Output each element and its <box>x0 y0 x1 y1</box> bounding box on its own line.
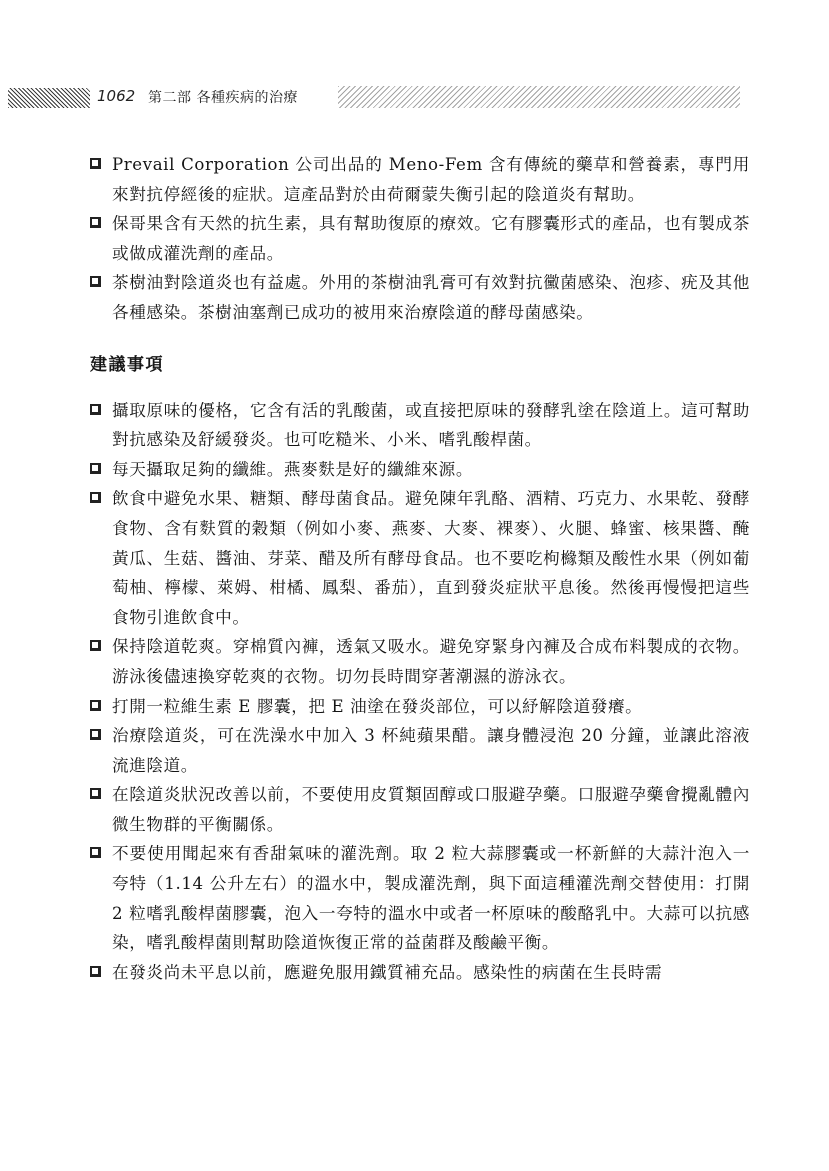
list-item <box>90 484 750 632</box>
checkbox-bullet-icon <box>90 217 101 228</box>
list-item-text: 飲食中避免水果、糖類、酵母菌食品。避免陳年乳酪、酒精、巧克力、水果乾、發酵食物、含有麩質的穀類（例如小麥、燕麥、大麥、裸麥）、火腿、蜂蜜、核果醬、醃黃瓜、生菇、醬油、芽菜、醋及所有酵母食品。也不要吃枸櫞類及酸性水果（例如葡萄柚、檸檬、萊姆、柑橘、鳳梨、番茄），直到發炎症狀平息後。然後再慢慢把這些食物引進飲食中。 <box>112 489 750 627</box>
header-decoration-left <box>8 88 90 108</box>
list-item <box>90 150 750 209</box>
checkbox-bullet-icon <box>90 463 101 474</box>
list-item <box>90 958 750 988</box>
list-item-text: 打開一粒維生素 E 膠囊，把 E 油塗在發炎部位，可以紓解陰道發癢。 <box>112 696 643 716</box>
checkbox-bullet-icon <box>90 404 101 415</box>
product-list <box>90 150 750 328</box>
checkbox-bullet-icon <box>90 158 101 169</box>
header-decoration-right <box>338 86 740 108</box>
list-item <box>90 268 750 327</box>
list-item-text: 不要使用聞起來有香甜氣味的灌洗劑。取 2 粒大蒜膠囊或一杯新鮮的大蒜汁泡入一夸特（1.14 公升左右）的溫水中，製成灌洗劑，與下面這種灌洗劑交替使用：打開 2 粒嗜乳酸桿菌膠囊，泡入一夸特的溫水中或者一杯原味的酸酪乳中。大蒜可以抗感染，嗜乳酸桿菌則幫助陰道恢復正常的益菌群及酸鹼平衡。 <box>112 844 750 953</box>
checkbox-bullet-icon <box>90 276 101 287</box>
checkbox-bullet-icon <box>90 640 101 651</box>
section-heading: 建議事項 <box>90 354 164 375</box>
list-item-text: 保哥果含有天然的抗生素，具有幫助復原的療效。它有膠囊形式的產品，也有製成茶或做成灌洗劑的產品。 <box>112 214 750 263</box>
running-header <box>0 76 829 116</box>
recommendation-list <box>90 396 750 988</box>
page-number: 1062 <box>97 87 136 105</box>
checkbox-bullet-icon <box>90 492 101 503</box>
list-item-text: 茶樹油對陰道炎也有益處。外用的茶樹油乳膏可有效對抗黴菌感染、泡疹、疣及其他各種感染。茶樹油塞劑已成功的被用來治療陰道的酵母菌感染。 <box>112 273 750 322</box>
checkbox-bullet-icon <box>90 966 101 977</box>
chapter-title: 第二部 各種疾病的治療 <box>148 90 298 106</box>
list-item <box>90 396 750 455</box>
list-item-text: 治療陰道炎，可在洗澡水中加入 3 杯純蘋果醋。讓身體浸泡 20 分鐘，並讓此溶液流進陰道。 <box>112 726 750 775</box>
list-item <box>90 839 750 957</box>
page-body <box>90 150 750 987</box>
checkbox-bullet-icon <box>90 788 101 799</box>
list-item <box>90 455 750 485</box>
checkbox-bullet-icon <box>90 729 101 740</box>
list-item-text: 保持陰道乾爽。穿棉質內褲，透氣又吸水。避免穿緊身內褲及合成布料製成的衣物。游泳後儘速換穿乾爽的衣物。切勿長時間穿著潮濕的游泳衣。 <box>112 637 750 686</box>
list-item <box>90 632 750 691</box>
list-item-text: Prevail Corporation 公司出品的 Meno-Fem 含有傳統的藥草和營養素，專門用來對抗停經後的症狀。這產品對於由荷爾蒙失衡引起的陰道炎有幫助。 <box>112 155 750 204</box>
list-item <box>90 721 750 780</box>
list-item <box>90 780 750 839</box>
list-item-text: 在發炎尚未平息以前，應避免服用鐵質補充品。感染性的病菌在生長時需 <box>112 962 663 982</box>
list-item-text: 每天攝取足夠的纖維。燕麥麩是好的纖維來源。 <box>112 459 474 479</box>
list-item-text: 在陰道炎狀況改善以前，不要使用皮質類固醇或口服避孕藥。口服避孕藥會攪亂體內微生物群的平衡關係。 <box>112 785 750 834</box>
checkbox-bullet-icon <box>90 700 101 711</box>
list-item <box>90 209 750 268</box>
checkbox-bullet-icon <box>90 847 101 858</box>
list-item <box>90 692 750 722</box>
list-item-text: 攝取原味的優格，它含有活的乳酸菌，或直接把原味的發酵乳塗在陰道上。這可幫助對抗感染及舒緩發炎。也可吃糙米、小米、嗜乳酸桿菌。 <box>112 400 750 450</box>
